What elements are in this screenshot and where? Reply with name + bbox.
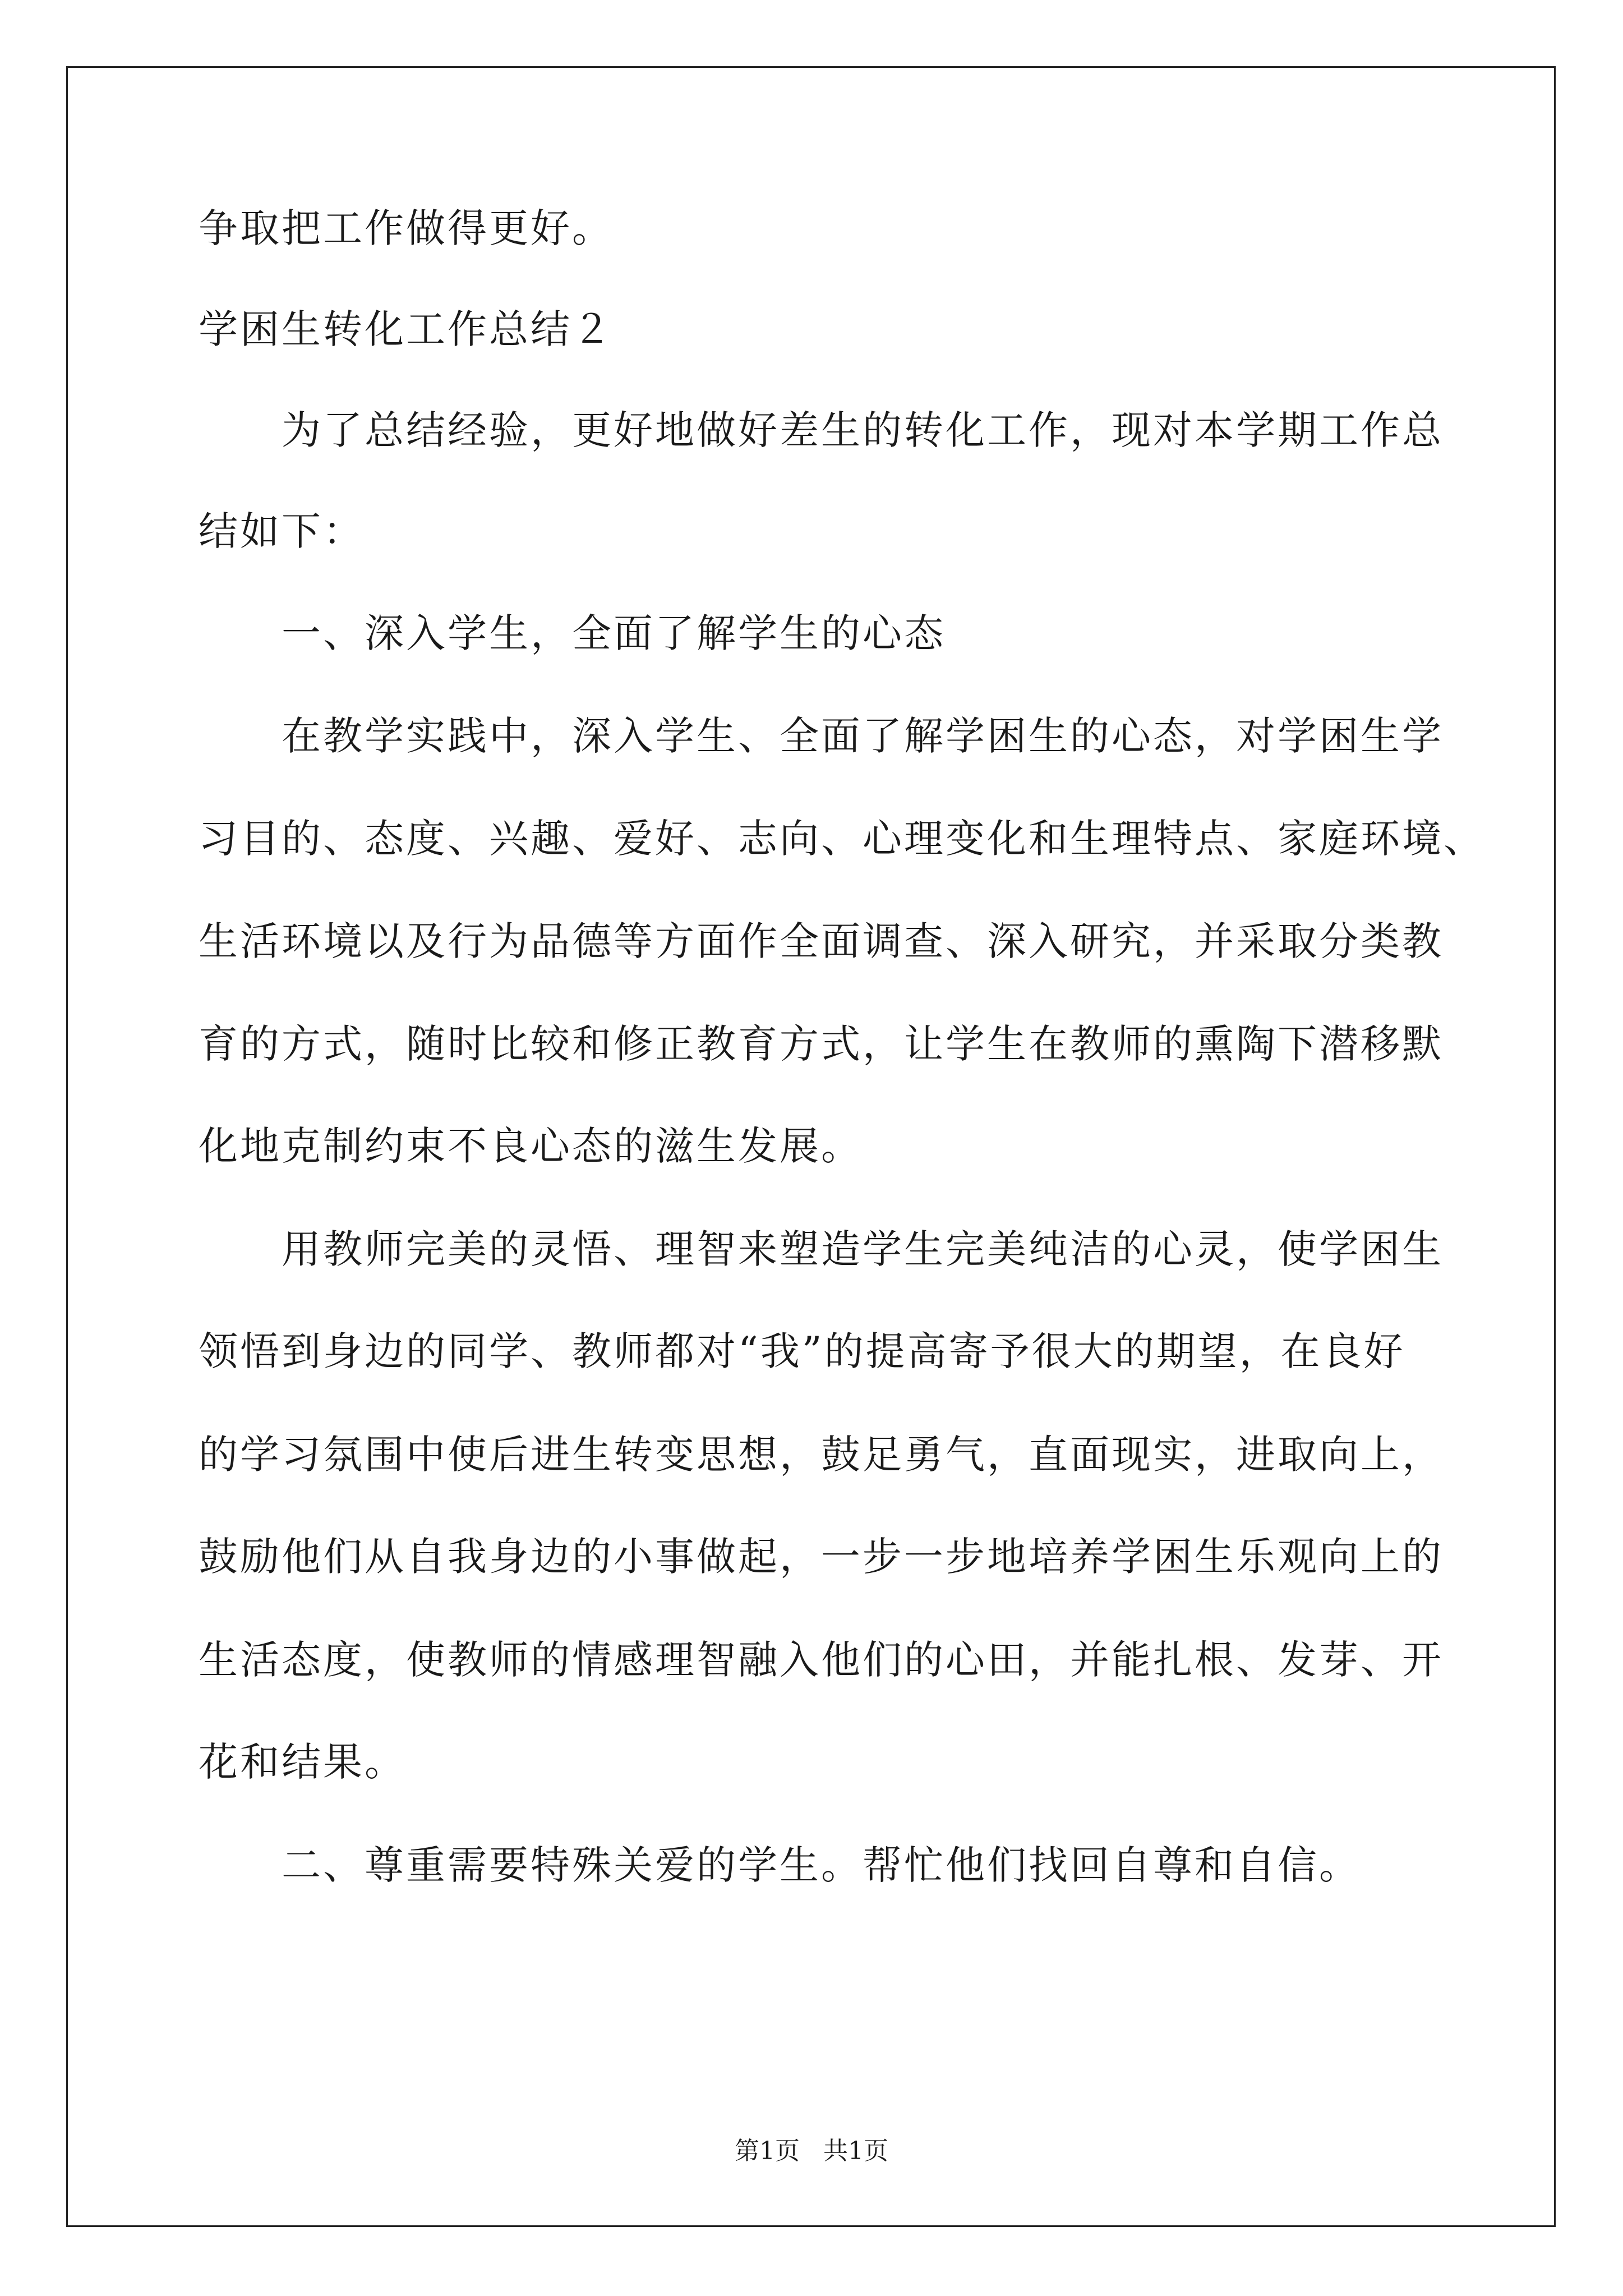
- text-line: 领悟到身边的同学、教师都对“我”的提高寄予很大的期望，在良好: [199, 1328, 1405, 1374]
- text-line: 化地克制约束不良心态的滋生发展。: [199, 1123, 863, 1169]
- text-line: 结如下：: [199, 508, 365, 554]
- text-line: 生活环境以及行为品德等方面作全面调查、深入研究，并采取分类教: [199, 918, 1444, 964]
- text-line: 争取把工作做得更好。: [199, 205, 614, 251]
- text-line: 育的方式，随时比较和修正教育方式，让学生在教师的熏陶下潜移默: [199, 1021, 1444, 1067]
- subheading: 一、深入学生，全面了解学生的心态: [282, 610, 946, 656]
- text-line: 在教学实践中，深入学生、全面了解学困生的心态，对学困生学: [282, 713, 1444, 759]
- text-line: 的学习氛围中使后进生转变思想，鼓足勇气，直面现实，进取向上，: [199, 1432, 1444, 1478]
- text-line: 习目的、态度、兴趣、爱好、志向、心理变化和生理特点、家庭环境、: [199, 816, 1485, 862]
- text-line: 花和结果。: [199, 1739, 406, 1785]
- text-line: 生活态度，使教师的情感理智融入他们的心田，并能扎根、发芽、开: [199, 1637, 1444, 1683]
- text-line: 鼓励他们从自我身边的小事做起，一步一步地培养学困生乐观向上的: [199, 1534, 1444, 1580]
- page-number-footer: 第1页 共1页: [735, 2137, 888, 2165]
- text-line: 用教师完美的灵悟、理智来塑造学生完美纯洁的心灵，使学困生: [282, 1226, 1444, 1272]
- text-line: 为了总结经验，更好地做好差生的转化工作，现对本学期工作总: [282, 407, 1444, 453]
- subheading: 二、尊重需要特殊关爱的学生。帮忙他们找回自尊和自信。: [282, 1842, 1361, 1888]
- section-title: 学困生转化工作总结２: [199, 306, 614, 352]
